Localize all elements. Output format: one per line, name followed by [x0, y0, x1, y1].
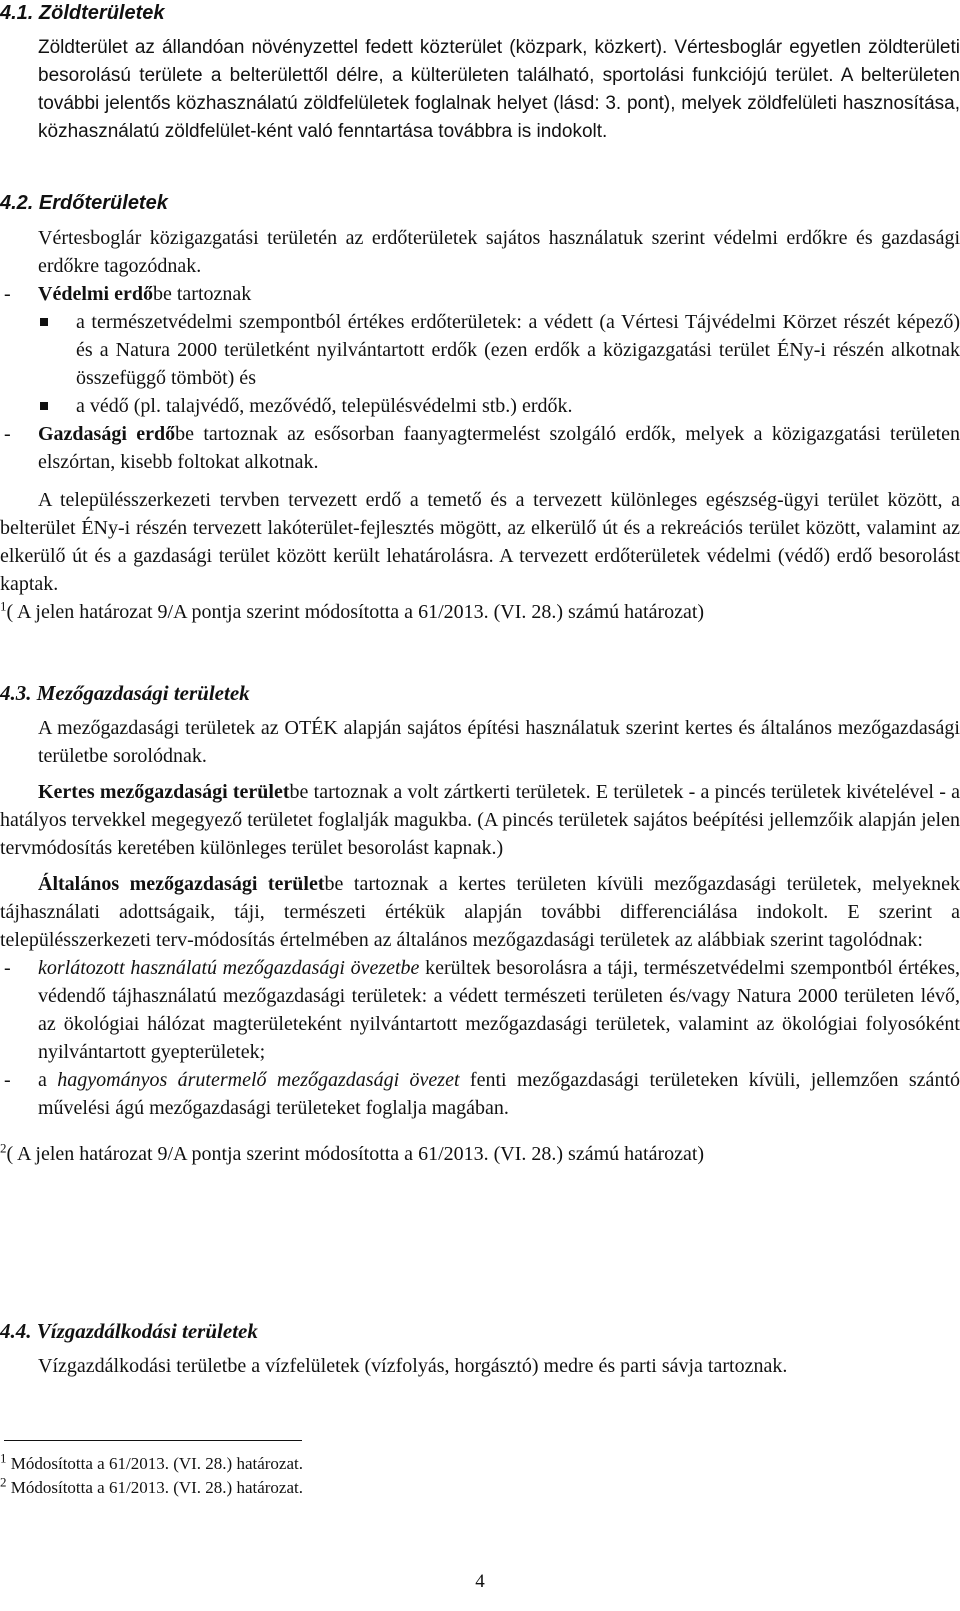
- footnote-rule: [4, 1440, 302, 1441]
- footnote-ref: 1: [0, 598, 7, 614]
- footnote-text: Módosította a 61/2013. (VI. 28.) határozat.: [10, 1454, 303, 1473]
- paragraph: [0, 778, 960, 862]
- list-item: [0, 280, 960, 308]
- list-item: [0, 420, 960, 476]
- paragraph-text: be tartoznak a volt zártkerti területek. E területek - a pincés területek kivételével - a hatályos tervekkel megegyező területet foglalják magukba. (A pincés területek sajátos beépítési jellemzőik alapján jelen tervmódosítás keretében különleges terület besorolást kapnak.): [0, 781, 960, 859]
- footnote-num: 2: [0, 1474, 7, 1490]
- section-4-1: [0, 0, 960, 146]
- heading-text: 4.2. Erdőterületek: [0, 192, 168, 214]
- sub-list-item: a természetvédelmi szempontból értékes erdőterületek: a védett (a Vértesi Tájvédelmi Körzet részét képező) és a Natura 2000 területként nyilvántartott erdők (ezen erdők a közigazgatási terület ÉNy-i részén alkotnak összefüggő tömböt) és: [0, 308, 960, 392]
- paragraph: A mezőgazdasági területek az OTÉK alapján sajátos építési használatuk szerint kertes és általános mezőgazdasági területbe sorolódnak.: [38, 717, 960, 767]
- bold-term: Védelmi erdő: [38, 283, 153, 305]
- item-prefix: a: [38, 1069, 58, 1091]
- section-4-3: [0, 680, 960, 1168]
- sub-list-item: a védő (pl. talajvédő, mezővédő, településvédelmi stb.) erdők.: [0, 392, 960, 420]
- list-item: [0, 1066, 960, 1122]
- item-text: be tartoznak: [152, 283, 252, 305]
- paragraph-text: be tartoznak a kertes területen kívüli mezőgazdasági területek, melyeknek tájhasználati adottságaik, táji, természeti értékük alapján további differenciálása indokolt. E szerint a településszerkezeti terv-módosítás értelmében az általános mezőgazdasági területek az alábbiak szerint tagolódnak:: [0, 873, 960, 951]
- footnote-text: Módosította a 61/2013. (VI. 28.) határozat.: [10, 1478, 303, 1497]
- section-4-4: [0, 1318, 960, 1380]
- page-number: 4: [475, 1571, 485, 1592]
- section-4-2-body: [0, 224, 960, 626]
- footnote: [0, 1452, 960, 1476]
- footnote-ref: 2: [0, 1140, 7, 1156]
- item-text: fenti mezőgazdasági területeken kívüli, jellemzően szántó művelési ágú mezőgazdasági területeket foglalja magában.: [38, 1069, 960, 1119]
- item-text: be tartoznak az esősorban faanyagtermelést szolgáló erdők, melyek a közigazgatási területen elszórtan, kisebb foltokat alkotnak.: [38, 423, 960, 473]
- paragraph: Vértesboglár közigazgatási területén az erdőterületek sajátos használatuk szerint védelmi erdőkre és gazdasági erdőkre tagozódnak.: [38, 227, 960, 277]
- section-heading: 4.3. Mezőgazdasági területek: [0, 681, 250, 705]
- list-item: [0, 954, 960, 1066]
- footnote-num: 1: [0, 1450, 7, 1466]
- paragraph: [0, 870, 960, 954]
- paragraph: Vízgazdálkodási területbe a vízfelületek (vízfolyás, horgásztó) medre és parti sávja tartoznak.: [38, 1355, 788, 1377]
- amendment-note: [0, 1140, 960, 1168]
- section-4-2: [0, 190, 960, 216]
- paragraph: Zöldterület az állandóan növényzettel fedett közterület (közpark, közkert). Vértesboglár egyetlen zöldterületi besorolású területe a belterülettől délre, a külterületen található, sportolási funkciójú terület. A belterületen további jelentős közhasználatú zöldfelületek foglalnak helyet (lásd: 3. pont), melyek zöldfelületi hasznosítása, közhasználatú zöldfelület-ként való fenntartása továbbra is indokolt.: [38, 37, 960, 142]
- bold-term: Gazdasági erdő: [38, 423, 176, 445]
- item-text: kerültek besorolásra a táji, természetvédelmi szempontból értékes, védendő tájhasználatú mezőgazdasági területek: a védett természeti területen és/vagy Natura 2000 területen lévő, az ökológiai hálózat magterületeként nyilvántartott mezőgazdasági területek, valamint az ökológiai folyosóként nyilvántartott gyepterületek;: [38, 957, 960, 1063]
- section-heading: [0, 190, 960, 216]
- amendment-note: [0, 598, 960, 626]
- paragraph: A településszerkezeti tervben tervezett erdő a temető és a tervezett különleges egészség-ügyi terület között, a belterület ÉNy-i részén tervezett lakóterület-fejlesztés mögött, az elkerülő út és a rekreációs terület között, valamint az elkerülő út és a gazdasági terület között került lehatárolásra. A tervezett erdőterületek védelmi (védő) erdő besorolást kaptak.: [0, 489, 960, 595]
- footnotes: [0, 1452, 960, 1500]
- note-text: ( A jelen határozat 9/A pontja szerint módosította a 61/2013. (VI. 28.) számú határozat): [6, 1143, 705, 1165]
- section-heading: 4.4. Vízgazdálkodási területek: [0, 1319, 258, 1343]
- italic-term: hagyományos árutermelő mezőgazdasági övezet: [57, 1069, 460, 1091]
- italic-term: korlátozott használatú mezőgazdasági övezetbe: [38, 957, 420, 979]
- footnote: [0, 1476, 960, 1500]
- note-text: ( A jelen határozat 9/A pontja szerint módosította a 61/2013. (VI. 28.) számú határozat): [6, 601, 705, 623]
- section-heading: 4.1. Zöldterületek: [0, 2, 165, 24]
- bold-term: Általános mezőgazdasági terület: [38, 873, 325, 895]
- bold-term: Kertes mezőgazdasági terület: [38, 781, 290, 803]
